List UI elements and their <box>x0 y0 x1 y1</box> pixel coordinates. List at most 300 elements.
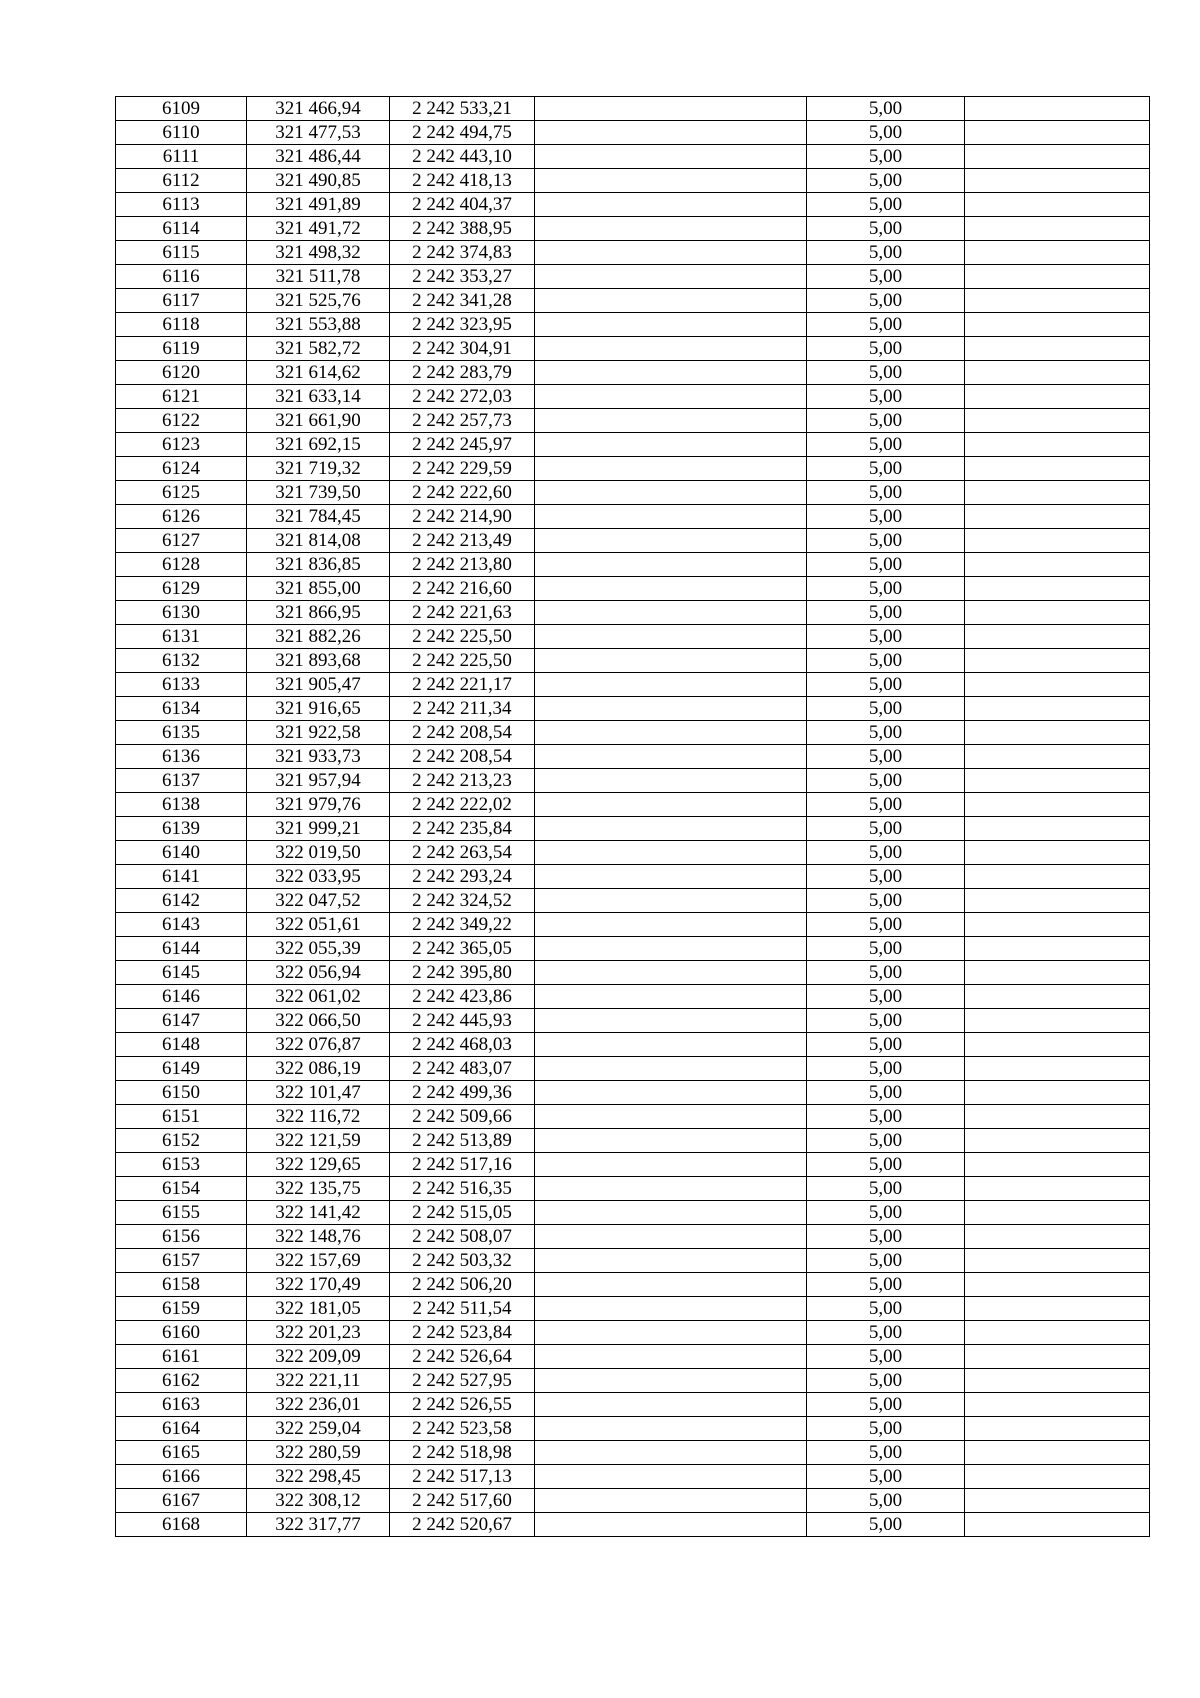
y-coordinate-cell: 2 242 523,58 <box>390 1417 535 1441</box>
note-cell <box>965 1489 1150 1513</box>
empty-cell <box>535 1081 807 1105</box>
y-coordinate-cell: 2 242 324,52 <box>390 889 535 913</box>
point-number-cell: 6122 <box>116 409 247 433</box>
point-number-cell: 6129 <box>116 577 247 601</box>
accuracy-cell: 5,00 <box>807 1033 965 1057</box>
accuracy-cell: 5,00 <box>807 481 965 505</box>
accuracy-cell: 5,00 <box>807 1345 965 1369</box>
y-coordinate-cell: 2 242 523,84 <box>390 1321 535 1345</box>
table-row <box>116 1417 1150 1441</box>
accuracy-cell: 5,00 <box>807 1513 965 1537</box>
note-cell <box>965 1201 1150 1225</box>
y-coordinate-cell: 2 242 304,91 <box>390 337 535 361</box>
table-row <box>116 1297 1150 1321</box>
x-coordinate-cell: 321 957,94 <box>247 769 390 793</box>
x-coordinate-cell: 321 491,89 <box>247 193 390 217</box>
x-coordinate-cell: 322 086,19 <box>247 1057 390 1081</box>
note-cell <box>965 217 1150 241</box>
point-number-cell: 6133 <box>116 673 247 697</box>
x-coordinate-cell: 321 486,44 <box>247 145 390 169</box>
table-row <box>116 865 1150 889</box>
x-coordinate-cell: 321 814,08 <box>247 529 390 553</box>
x-coordinate-cell: 321 719,32 <box>247 457 390 481</box>
x-coordinate-cell: 321 866,95 <box>247 601 390 625</box>
note-cell <box>965 697 1150 721</box>
x-coordinate-cell: 321 905,47 <box>247 673 390 697</box>
empty-cell <box>535 937 807 961</box>
empty-cell <box>535 1273 807 1297</box>
accuracy-cell: 5,00 <box>807 529 965 553</box>
accuracy-cell: 5,00 <box>807 769 965 793</box>
empty-cell <box>535 1177 807 1201</box>
accuracy-cell: 5,00 <box>807 433 965 457</box>
point-number-cell: 6118 <box>116 313 247 337</box>
empty-cell <box>535 697 807 721</box>
accuracy-cell: 5,00 <box>807 457 965 481</box>
accuracy-cell: 5,00 <box>807 1321 965 1345</box>
empty-cell <box>535 865 807 889</box>
point-number-cell: 6113 <box>116 193 247 217</box>
empty-cell <box>535 841 807 865</box>
empty-cell <box>535 625 807 649</box>
point-number-cell: 6125 <box>116 481 247 505</box>
point-number-cell: 6132 <box>116 649 247 673</box>
empty-cell <box>535 361 807 385</box>
y-coordinate-cell: 2 242 341,28 <box>390 289 535 313</box>
accuracy-cell: 5,00 <box>807 385 965 409</box>
x-coordinate-cell: 322 236,01 <box>247 1393 390 1417</box>
accuracy-cell: 5,00 <box>807 313 965 337</box>
note-cell <box>965 1225 1150 1249</box>
x-coordinate-cell: 321 614,62 <box>247 361 390 385</box>
table-row <box>116 1033 1150 1057</box>
accuracy-cell: 5,00 <box>807 985 965 1009</box>
x-coordinate-cell: 322 047,52 <box>247 889 390 913</box>
point-number-cell: 6121 <box>116 385 247 409</box>
note-cell <box>965 865 1150 889</box>
accuracy-cell: 5,00 <box>807 145 965 169</box>
empty-cell <box>535 745 807 769</box>
x-coordinate-cell: 322 317,77 <box>247 1513 390 1537</box>
note-cell <box>965 673 1150 697</box>
x-coordinate-cell: 321 553,88 <box>247 313 390 337</box>
x-coordinate-cell: 322 056,94 <box>247 961 390 985</box>
table-row <box>116 385 1150 409</box>
point-number-cell: 6165 <box>116 1441 247 1465</box>
point-number-cell: 6115 <box>116 241 247 265</box>
x-coordinate-cell: 321 633,14 <box>247 385 390 409</box>
x-coordinate-cell: 321 466,94 <box>247 97 390 121</box>
accuracy-cell: 5,00 <box>807 721 965 745</box>
point-number-cell: 6155 <box>116 1201 247 1225</box>
x-coordinate-cell: 321 784,45 <box>247 505 390 529</box>
x-coordinate-cell: 321 739,50 <box>247 481 390 505</box>
note-cell <box>965 817 1150 841</box>
x-coordinate-cell: 322 135,75 <box>247 1177 390 1201</box>
table-row <box>116 1081 1150 1105</box>
point-number-cell: 6144 <box>116 937 247 961</box>
y-coordinate-cell: 2 242 520,67 <box>390 1513 535 1537</box>
empty-cell <box>535 1369 807 1393</box>
x-coordinate-cell: 322 129,65 <box>247 1153 390 1177</box>
point-number-cell: 6160 <box>116 1321 247 1345</box>
note-cell <box>965 1417 1150 1441</box>
x-coordinate-cell: 321 836,85 <box>247 553 390 577</box>
empty-cell <box>535 1321 807 1345</box>
table-row <box>116 1489 1150 1513</box>
table-row <box>116 457 1150 481</box>
x-coordinate-cell: 322 259,04 <box>247 1417 390 1441</box>
x-coordinate-cell: 322 116,72 <box>247 1105 390 1129</box>
note-cell <box>965 1249 1150 1273</box>
note-cell <box>965 313 1150 337</box>
accuracy-cell: 5,00 <box>807 193 965 217</box>
y-coordinate-cell: 2 242 508,07 <box>390 1225 535 1249</box>
y-coordinate-cell: 2 242 257,73 <box>390 409 535 433</box>
accuracy-cell: 5,00 <box>807 265 965 289</box>
y-coordinate-cell: 2 242 225,50 <box>390 625 535 649</box>
y-coordinate-cell: 2 242 263,54 <box>390 841 535 865</box>
empty-cell <box>535 385 807 409</box>
table-row <box>116 313 1150 337</box>
note-cell <box>965 625 1150 649</box>
empty-cell <box>535 145 807 169</box>
note-cell <box>965 121 1150 145</box>
empty-cell <box>535 1465 807 1489</box>
empty-cell <box>535 601 807 625</box>
point-number-cell: 6127 <box>116 529 247 553</box>
y-coordinate-cell: 2 242 517,16 <box>390 1153 535 1177</box>
accuracy-cell: 5,00 <box>807 289 965 313</box>
y-coordinate-cell: 2 242 222,60 <box>390 481 535 505</box>
table-row <box>116 433 1150 457</box>
point-number-cell: 6141 <box>116 865 247 889</box>
accuracy-cell: 5,00 <box>807 673 965 697</box>
point-number-cell: 6154 <box>116 1177 247 1201</box>
table-row <box>116 1321 1150 1345</box>
empty-cell <box>535 433 807 457</box>
table-row <box>116 217 1150 241</box>
x-coordinate-cell: 321 491,72 <box>247 217 390 241</box>
table-row <box>116 673 1150 697</box>
y-coordinate-cell: 2 242 225,50 <box>390 649 535 673</box>
y-coordinate-cell: 2 242 365,05 <box>390 937 535 961</box>
empty-cell <box>535 649 807 673</box>
x-coordinate-cell: 321 498,32 <box>247 241 390 265</box>
empty-cell <box>535 121 807 145</box>
note-cell <box>965 193 1150 217</box>
point-number-cell: 6130 <box>116 601 247 625</box>
point-number-cell: 6135 <box>116 721 247 745</box>
point-number-cell: 6152 <box>116 1129 247 1153</box>
x-coordinate-cell: 322 121,59 <box>247 1129 390 1153</box>
y-coordinate-cell: 2 242 208,54 <box>390 721 535 745</box>
point-number-cell: 6147 <box>116 1009 247 1033</box>
accuracy-cell: 5,00 <box>807 913 965 937</box>
y-coordinate-cell: 2 242 533,21 <box>390 97 535 121</box>
accuracy-cell: 5,00 <box>807 577 965 601</box>
y-coordinate-cell: 2 242 516,35 <box>390 1177 535 1201</box>
accuracy-cell: 5,00 <box>807 217 965 241</box>
table-row <box>116 529 1150 553</box>
x-coordinate-cell: 322 209,09 <box>247 1345 390 1369</box>
note-cell <box>965 337 1150 361</box>
table-row <box>116 553 1150 577</box>
empty-cell <box>535 289 807 313</box>
table-row <box>116 265 1150 289</box>
accuracy-cell: 5,00 <box>807 817 965 841</box>
note-cell <box>965 1153 1150 1177</box>
table-row <box>116 241 1150 265</box>
accuracy-cell: 5,00 <box>807 1441 965 1465</box>
x-coordinate-cell: 321 916,65 <box>247 697 390 721</box>
empty-cell <box>535 457 807 481</box>
point-number-cell: 6111 <box>116 145 247 169</box>
table-row <box>116 1249 1150 1273</box>
table-row <box>116 1153 1150 1177</box>
note-cell <box>965 985 1150 1009</box>
x-coordinate-cell: 321 999,21 <box>247 817 390 841</box>
empty-cell <box>535 505 807 529</box>
table-row <box>116 1465 1150 1489</box>
note-cell <box>965 1393 1150 1417</box>
table-row <box>116 1009 1150 1033</box>
point-number-cell: 6166 <box>116 1465 247 1489</box>
accuracy-cell: 5,00 <box>807 1153 965 1177</box>
empty-cell <box>535 169 807 193</box>
x-coordinate-cell: 322 201,23 <box>247 1321 390 1345</box>
y-coordinate-cell: 2 242 388,95 <box>390 217 535 241</box>
y-coordinate-cell: 2 242 499,36 <box>390 1081 535 1105</box>
table-row <box>116 745 1150 769</box>
note-cell <box>965 649 1150 673</box>
note-cell <box>965 745 1150 769</box>
note-cell <box>965 97 1150 121</box>
y-coordinate-cell: 2 242 213,80 <box>390 553 535 577</box>
accuracy-cell: 5,00 <box>807 961 965 985</box>
y-coordinate-cell: 2 242 418,13 <box>390 169 535 193</box>
point-number-cell: 6109 <box>116 97 247 121</box>
y-coordinate-cell: 2 242 423,86 <box>390 985 535 1009</box>
note-cell <box>965 721 1150 745</box>
point-number-cell: 6148 <box>116 1033 247 1057</box>
empty-cell <box>535 409 807 433</box>
empty-cell <box>535 193 807 217</box>
table-row <box>116 889 1150 913</box>
x-coordinate-cell: 322 076,87 <box>247 1033 390 1057</box>
empty-cell <box>535 1129 807 1153</box>
table-row <box>116 1057 1150 1081</box>
table-row <box>116 1225 1150 1249</box>
y-coordinate-cell: 2 242 526,55 <box>390 1393 535 1417</box>
y-coordinate-cell: 2 242 468,03 <box>390 1033 535 1057</box>
y-coordinate-cell: 2 242 208,54 <box>390 745 535 769</box>
x-coordinate-cell: 321 582,72 <box>247 337 390 361</box>
accuracy-cell: 5,00 <box>807 625 965 649</box>
note-cell <box>965 553 1150 577</box>
y-coordinate-cell: 2 242 506,20 <box>390 1273 535 1297</box>
x-coordinate-cell: 322 141,42 <box>247 1201 390 1225</box>
table-row <box>116 625 1150 649</box>
table-row <box>116 1105 1150 1129</box>
table-row <box>116 721 1150 745</box>
table-row <box>116 1345 1150 1369</box>
x-coordinate-cell: 322 066,50 <box>247 1009 390 1033</box>
accuracy-cell: 5,00 <box>807 649 965 673</box>
accuracy-cell: 5,00 <box>807 1249 965 1273</box>
point-number-cell: 6150 <box>116 1081 247 1105</box>
accuracy-cell: 5,00 <box>807 841 965 865</box>
note-cell <box>965 265 1150 289</box>
note-cell <box>965 1369 1150 1393</box>
accuracy-cell: 5,00 <box>807 1177 965 1201</box>
note-cell <box>965 769 1150 793</box>
y-coordinate-cell: 2 242 526,64 <box>390 1345 535 1369</box>
x-coordinate-cell: 321 893,68 <box>247 649 390 673</box>
accuracy-cell: 5,00 <box>807 1297 965 1321</box>
point-number-cell: 6112 <box>116 169 247 193</box>
accuracy-cell: 5,00 <box>807 697 965 721</box>
note-cell <box>965 505 1150 529</box>
note-cell <box>965 937 1150 961</box>
x-coordinate-cell: 321 511,78 <box>247 265 390 289</box>
note-cell <box>965 1321 1150 1345</box>
empty-cell <box>535 1201 807 1225</box>
point-number-cell: 6123 <box>116 433 247 457</box>
table-row <box>116 577 1150 601</box>
empty-cell <box>535 1441 807 1465</box>
y-coordinate-cell: 2 242 213,49 <box>390 529 535 553</box>
accuracy-cell: 5,00 <box>807 1489 965 1513</box>
note-cell <box>965 1009 1150 1033</box>
y-coordinate-cell: 2 242 272,03 <box>390 385 535 409</box>
accuracy-cell: 5,00 <box>807 889 965 913</box>
x-coordinate-cell: 322 101,47 <box>247 1081 390 1105</box>
empty-cell <box>535 889 807 913</box>
empty-cell <box>535 337 807 361</box>
table-row <box>116 769 1150 793</box>
note-cell <box>965 889 1150 913</box>
empty-cell <box>535 1345 807 1369</box>
note-cell <box>965 577 1150 601</box>
note-cell <box>965 433 1150 457</box>
x-coordinate-cell: 322 298,45 <box>247 1465 390 1489</box>
table-row <box>116 1129 1150 1153</box>
table-row <box>116 985 1150 1009</box>
note-cell <box>965 1057 1150 1081</box>
point-number-cell: 6163 <box>116 1393 247 1417</box>
y-coordinate-cell: 2 242 283,79 <box>390 361 535 385</box>
point-number-cell: 6120 <box>116 361 247 385</box>
empty-cell <box>535 1057 807 1081</box>
point-number-cell: 6159 <box>116 1297 247 1321</box>
y-coordinate-cell: 2 242 353,27 <box>390 265 535 289</box>
accuracy-cell: 5,00 <box>807 1129 965 1153</box>
table-row <box>116 601 1150 625</box>
accuracy-cell: 5,00 <box>807 241 965 265</box>
empty-cell <box>535 577 807 601</box>
note-cell <box>965 241 1150 265</box>
note-cell <box>965 457 1150 481</box>
empty-cell <box>535 985 807 1009</box>
table-row <box>116 937 1150 961</box>
y-coordinate-cell: 2 242 214,90 <box>390 505 535 529</box>
point-number-cell: 6162 <box>116 1369 247 1393</box>
accuracy-cell: 5,00 <box>807 505 965 529</box>
point-number-cell: 6151 <box>116 1105 247 1129</box>
table-row <box>116 481 1150 505</box>
y-coordinate-cell: 2 242 293,24 <box>390 865 535 889</box>
y-coordinate-cell: 2 242 349,22 <box>390 913 535 937</box>
point-number-cell: 6134 <box>116 697 247 721</box>
y-coordinate-cell: 2 242 443,10 <box>390 145 535 169</box>
note-cell <box>965 1033 1150 1057</box>
point-number-cell: 6138 <box>116 793 247 817</box>
x-coordinate-cell: 322 148,76 <box>247 1225 390 1249</box>
point-number-cell: 6124 <box>116 457 247 481</box>
accuracy-cell: 5,00 <box>807 937 965 961</box>
accuracy-cell: 5,00 <box>807 1201 965 1225</box>
accuracy-cell: 5,00 <box>807 1081 965 1105</box>
x-coordinate-cell: 321 525,76 <box>247 289 390 313</box>
accuracy-cell: 5,00 <box>807 1369 965 1393</box>
y-coordinate-cell: 2 242 323,95 <box>390 313 535 337</box>
note-cell <box>965 1081 1150 1105</box>
empty-cell <box>535 1417 807 1441</box>
empty-cell <box>535 1513 807 1537</box>
point-number-cell: 6137 <box>116 769 247 793</box>
y-coordinate-cell: 2 242 517,60 <box>390 1489 535 1513</box>
x-coordinate-cell: 321 692,15 <box>247 433 390 457</box>
point-number-cell: 6117 <box>116 289 247 313</box>
empty-cell <box>535 817 807 841</box>
coordinates-table <box>115 96 1150 1537</box>
point-number-cell: 6157 <box>116 1249 247 1273</box>
empty-cell <box>535 217 807 241</box>
y-coordinate-cell: 2 242 517,13 <box>390 1465 535 1489</box>
y-coordinate-cell: 2 242 445,93 <box>390 1009 535 1033</box>
point-number-cell: 6145 <box>116 961 247 985</box>
table-row <box>116 649 1150 673</box>
accuracy-cell: 5,00 <box>807 793 965 817</box>
note-cell <box>965 1273 1150 1297</box>
y-coordinate-cell: 2 242 213,23 <box>390 769 535 793</box>
x-coordinate-cell: 322 308,12 <box>247 1489 390 1513</box>
point-number-cell: 6139 <box>116 817 247 841</box>
empty-cell <box>535 97 807 121</box>
x-coordinate-cell: 322 061,02 <box>247 985 390 1009</box>
empty-cell <box>535 313 807 337</box>
note-cell <box>965 169 1150 193</box>
table-row <box>116 289 1150 313</box>
table-row <box>116 1441 1150 1465</box>
point-number-cell: 6146 <box>116 985 247 1009</box>
accuracy-cell: 5,00 <box>807 97 965 121</box>
point-number-cell: 6149 <box>116 1057 247 1081</box>
note-cell <box>965 145 1150 169</box>
empty-cell <box>535 1297 807 1321</box>
x-coordinate-cell: 322 019,50 <box>247 841 390 865</box>
y-coordinate-cell: 2 242 515,05 <box>390 1201 535 1225</box>
empty-cell <box>535 1009 807 1033</box>
x-coordinate-cell: 322 181,05 <box>247 1297 390 1321</box>
accuracy-cell: 5,00 <box>807 1009 965 1033</box>
empty-cell <box>535 793 807 817</box>
point-number-cell: 6116 <box>116 265 247 289</box>
x-coordinate-cell: 322 157,69 <box>247 1249 390 1273</box>
table-row <box>116 1177 1150 1201</box>
note-cell <box>965 1345 1150 1369</box>
